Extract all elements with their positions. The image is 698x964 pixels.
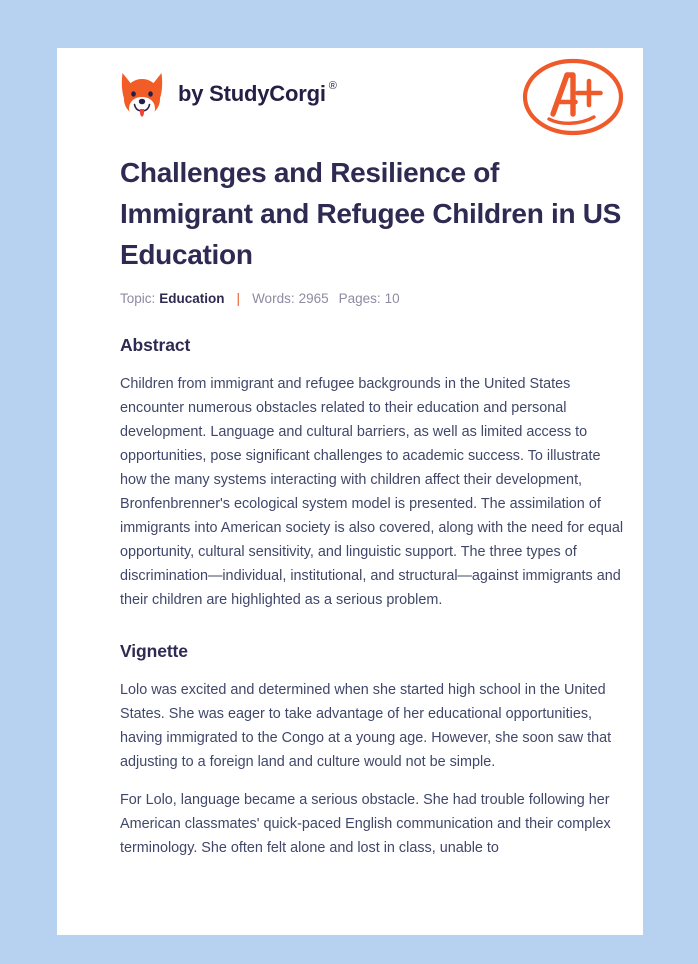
- document-header: [120, 48, 623, 152]
- a-plus-grade-icon: [518, 53, 628, 141]
- page-title: Challenges and Resilience of Immigrant and Refugee Children in US Education: [120, 157, 622, 270]
- brand-name: [178, 80, 337, 106]
- words-label: Words:: [252, 291, 295, 306]
- studycorgi-brand[interactable]: [120, 70, 337, 118]
- topic-label: Topic:: [120, 291, 156, 306]
- section-heading-vignette: Vignette: [120, 640, 188, 661]
- topic-value[interactable]: Education: [159, 291, 225, 306]
- section-paragraph: Lolo was excited and determined when she started high school in the United States. She was eager to take advantage of her educational opportunities, having immigrated to the Congo at a young age. However, she soon saw that adjusting to a foreign land and culture would not be simple.: [120, 681, 612, 770]
- pages-label: Pages:: [338, 291, 381, 306]
- section-paragraph: For Lolo, language became a serious obstacle. She had trouble following her American classmates' quick-paced English communication and their complex terminology. She often felt alone and lost in class, unable to: [120, 791, 611, 856]
- meta-separator: |: [236, 291, 241, 306]
- document-content: [120, 48, 623, 860]
- brand-name-text: by StudyCorgi: [178, 81, 326, 106]
- document-meta: [120, 292, 623, 306]
- section-heading-abstract: Abstract: [120, 334, 191, 355]
- corgi-face-icon: [120, 70, 164, 118]
- words-value: 2965: [298, 291, 329, 306]
- pages-value: 10: [384, 291, 400, 306]
- a-plus-grade-badge: [518, 53, 628, 141]
- registered-trademark-icon: ®: [328, 80, 337, 92]
- document-sheet: [57, 48, 643, 935]
- section-paragraph: Children from immigrant and refugee backgrounds in the United States encounter numerous obstacles related to their education and personal development. Language and cultural barriers, as well as limited access to opportunities, pose significant challenges to academic success. To illustrate how the many systems interacting with children affect their development, Bronfenbrenner's ecological system model is presented. The assimilation of immigrants into American society is also covered, along with the need for equal opportunity, cultural sensitivity, and linguistic support. The three types of discrimination—individual, institutional, and structural—against immigrants and their children are highlighted as a serious problem.: [120, 375, 624, 608]
